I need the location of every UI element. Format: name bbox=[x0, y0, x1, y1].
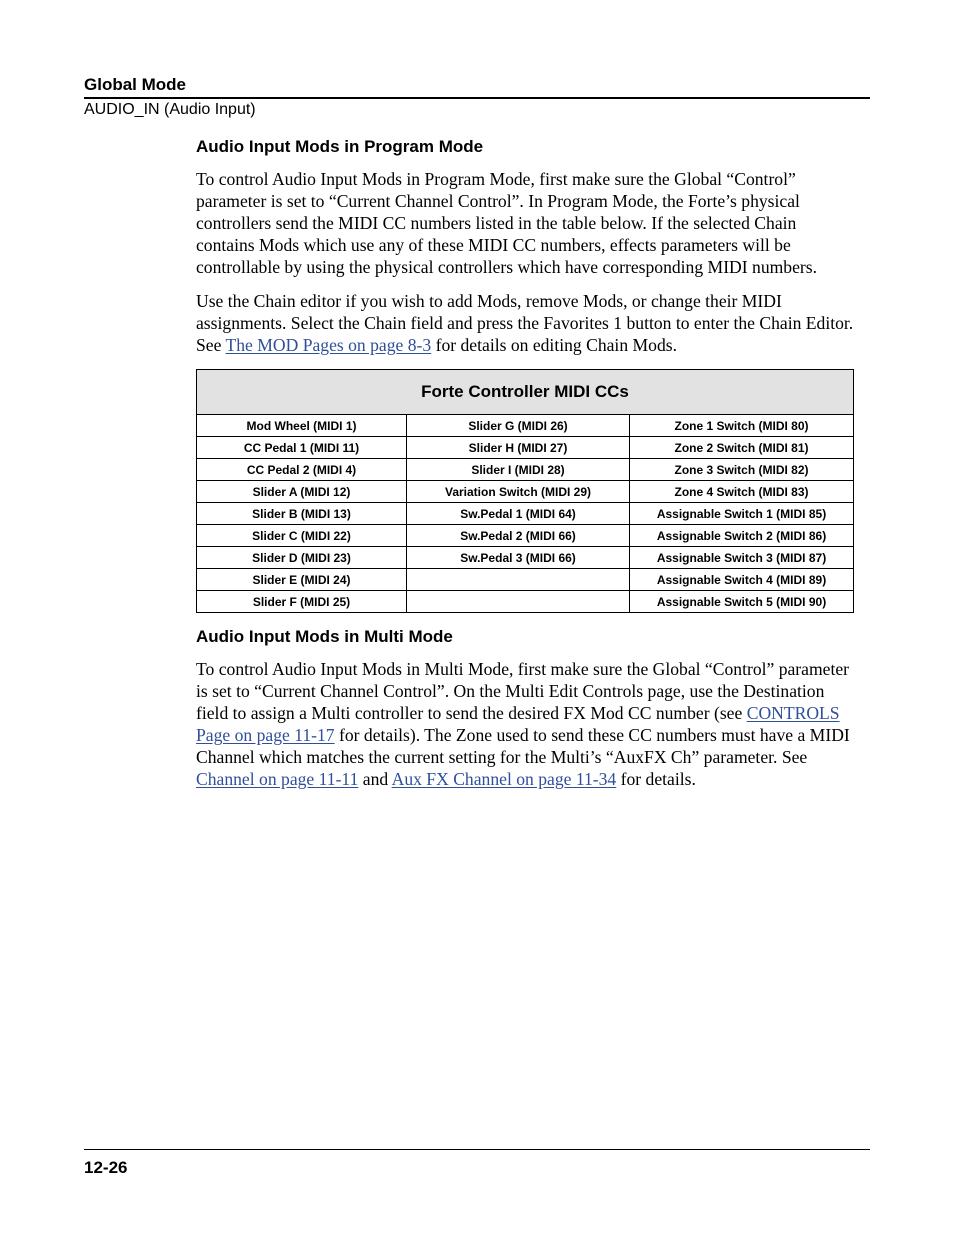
table-row bbox=[197, 569, 854, 591]
table-row bbox=[197, 591, 854, 613]
section-heading-program-mode: Audio Input Mods in Program Mode bbox=[196, 137, 484, 156]
controls-page-link[interactable]: CONTROLS Page on page 11-17 bbox=[196, 703, 840, 745]
table-cell: CC Pedal 2 (MIDI 4) bbox=[197, 459, 407, 481]
table-cell: Slider I (MIDI 28) bbox=[407, 459, 630, 481]
table-cell: Slider D (MIDI 23) bbox=[197, 547, 407, 569]
table-cell: Sw.Pedal 3 (MIDI 66) bbox=[407, 547, 630, 569]
table-cell: Assignable Switch 2 (MIDI 86) bbox=[630, 525, 854, 547]
table-cell: CC Pedal 1 (MIDI 11) bbox=[197, 437, 407, 459]
header-title: Global Mode bbox=[84, 75, 186, 94]
table-row bbox=[197, 437, 854, 459]
table-cell: Slider C (MIDI 22) bbox=[197, 525, 407, 547]
table-cell: Zone 3 Switch (MIDI 82) bbox=[630, 459, 854, 481]
table-cell: Slider A (MIDI 12) bbox=[197, 481, 407, 503]
table-cell: Zone 2 Switch (MIDI 81) bbox=[630, 437, 854, 459]
program-mode-paragraph-2 bbox=[196, 290, 856, 356]
table-cell: Zone 4 Switch (MIDI 83) bbox=[630, 481, 854, 503]
table-cell: Assignable Switch 4 (MIDI 89) bbox=[630, 569, 854, 591]
table-cell: Assignable Switch 1 (MIDI 85) bbox=[630, 503, 854, 525]
table-cell: Slider B (MIDI 13) bbox=[197, 503, 407, 525]
table-cell: Assignable Switch 5 (MIDI 90) bbox=[630, 591, 854, 613]
table-cell: Sw.Pedal 2 (MIDI 66) bbox=[407, 525, 630, 547]
paragraph-text: To control Audio Input Mods in Multi Mode, first make sure the Global “Control” parameter is set to “Current Channel Control”. On the Multi Edit Controls page, use the Destination field to assign a Multi controller to send the desired FX Mod CC number (see bbox=[196, 659, 850, 723]
mod-pages-link[interactable]: The MOD Pages on page 8-3 bbox=[225, 335, 432, 355]
paragraph-text: Use the Chain editor if you wish to add Mods, remove Mods, or change their MIDI assignments. Select the Chain field and press the Favorites 1 button to enter the Chain Editor. See bbox=[196, 291, 854, 355]
table-row bbox=[197, 525, 854, 547]
header-subtitle: AUDIO_IN (Audio Input) bbox=[84, 101, 256, 118]
table-cell: Slider H (MIDI 27) bbox=[407, 437, 630, 459]
table-cell bbox=[407, 591, 630, 613]
table-row bbox=[197, 459, 854, 481]
table-row bbox=[197, 503, 854, 525]
paragraph-text: for details on editing Chain Mods. bbox=[431, 335, 678, 355]
table-cell: Slider G (MIDI 26) bbox=[407, 415, 630, 437]
paragraph-text: for details). The Zone used to send these CC numbers must have a MIDI Channel which matches the current setting for the Multi’s “AuxFX Ch” parameter. See bbox=[196, 725, 850, 767]
page-number: 12-26 bbox=[84, 1158, 128, 1177]
paragraph-text: and bbox=[358, 769, 392, 789]
program-mode-paragraph-1 bbox=[196, 168, 856, 278]
table-cell: Sw.Pedal 1 (MIDI 64) bbox=[407, 503, 630, 525]
table-cell: Variation Switch (MIDI 29) bbox=[407, 481, 630, 503]
multi-mode-paragraph bbox=[196, 658, 856, 790]
table-title: Forte Controller MIDI CCs bbox=[197, 370, 854, 415]
table-cell: Mod Wheel (MIDI 1) bbox=[197, 415, 407, 437]
header-rule bbox=[84, 97, 870, 99]
section-heading-multi-mode: Audio Input Mods in Multi Mode bbox=[196, 627, 453, 646]
aux-fx-channel-link[interactable]: Aux FX Channel on page 11-34 bbox=[391, 769, 617, 789]
table-row bbox=[197, 547, 854, 569]
table-cell bbox=[407, 569, 630, 591]
paragraph-text: To control Audio Input Mods in Program Mode, first make sure the Global “Control” parameter is set to “Current Channel Control”. In Program Mode, the Forte’s physical controllers send the MIDI CC numbers listed in the table below. If the selected Chain contains Mods which use any of these MIDI CC numbers, effects parameters will be controllable by using the physical controllers which have corresponding MIDI numbers. bbox=[196, 169, 818, 277]
midi-cc-table bbox=[196, 369, 854, 613]
table-cell: Slider F (MIDI 25) bbox=[197, 591, 407, 613]
table-cell: Zone 1 Switch (MIDI 80) bbox=[630, 415, 854, 437]
table-cell: Assignable Switch 3 (MIDI 87) bbox=[630, 547, 854, 569]
channel-link[interactable]: Channel on page 11-11 bbox=[196, 769, 359, 789]
table-cell: Slider E (MIDI 24) bbox=[197, 569, 407, 591]
table-body bbox=[197, 415, 854, 613]
paragraph-text: for details. bbox=[616, 769, 696, 789]
table-row bbox=[197, 481, 854, 503]
table-row bbox=[197, 415, 854, 437]
footer-rule bbox=[84, 1149, 870, 1150]
